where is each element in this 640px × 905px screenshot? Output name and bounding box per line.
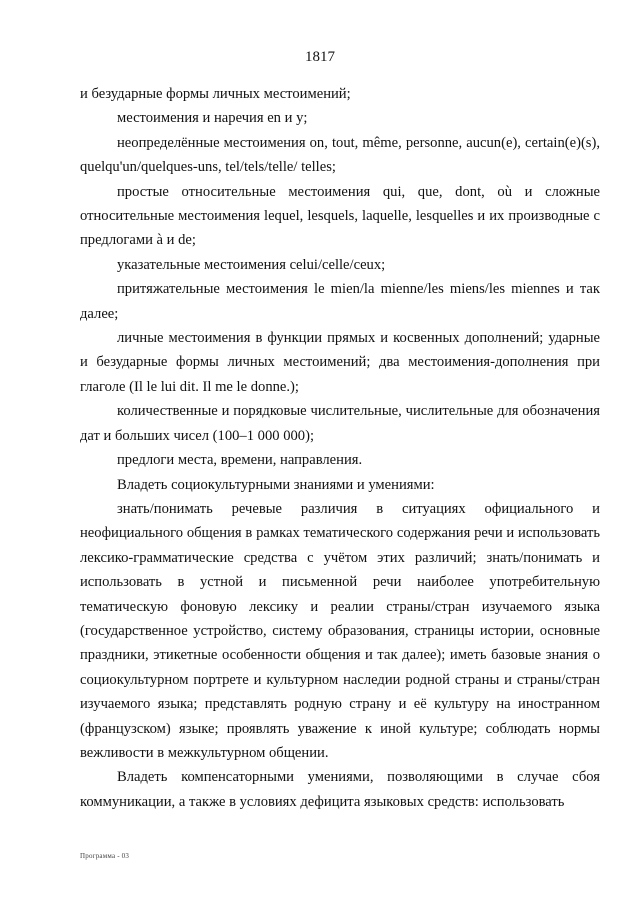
paragraph: притяжательные местоимения le mien/la mienne/les miens/les miennes и так далее; [80,281,600,322]
paragraph: личные местоимения в функции прямых и косвенных дополнений; ударные и безударные формы личных местоимений; два местоимения-дополнения при глаголе (Il le lui dit. Il me le donne.); [80,330,600,395]
page-number: 1817 [305,49,335,65]
paragraph: Владеть компенсаторными умениями, позволяющими в случае сбоя коммуникации, а также в условиях дефицита языковых средств: использовать [80,769,600,810]
paragraph: указательные местоимения celui/celle/ceux; [117,256,386,273]
paragraph: предлоги места, времени, направления. [117,452,363,469]
paragraph: количественные и порядковые числительные, числительные для обозначения дат и больших чисел (100–1 000 000); [80,403,600,444]
paragraph: Владеть социокультурными знаниями и умениями: [117,476,435,493]
paragraph: простые относительные местоимения qui, que, dont, où и сложные относительные местоимения lequel, lesquels, laquelle, lesquelles и их производные с предлогами à и de; [80,183,600,249]
paragraph: и безударные формы личных местоимений; [80,86,351,102]
paragraph: знать/понимать речевые различия в ситуациях официального и неофициального общения в рамках тематического содержания речи и использовать лексико-грамматические средства с учётом этих различий; знать/понимать и использовать в устной и письменной речи наиболее употребительную тематическую фоновую лексику и реалии страны/стран изучаемого языка (государственное устройство, систему образования, страницы истории, основные праздники, этикетные особенности общения и так далее); иметь базовые знания о социокультурном портрете и культурном наследии родной страны и страны/стран изучаемого языка; представлять родную страну и её культуру на иностранном (французском) языке; проявлять уважение к иной культуре; соблюдать нормы вежливости в межкультурном общении. [80,500,600,761]
page-footer: Программа - 03 [80,852,130,860]
paragraph: неопределённые местоимения on, tout, même, personne, aucun(e), certain(e)(s), quelqu'un/quelques-uns, tel/tels/telle/ telles; [80,134,600,176]
document-body [80,82,600,814]
paragraph: местоимения и наречия en и y; [117,110,308,127]
